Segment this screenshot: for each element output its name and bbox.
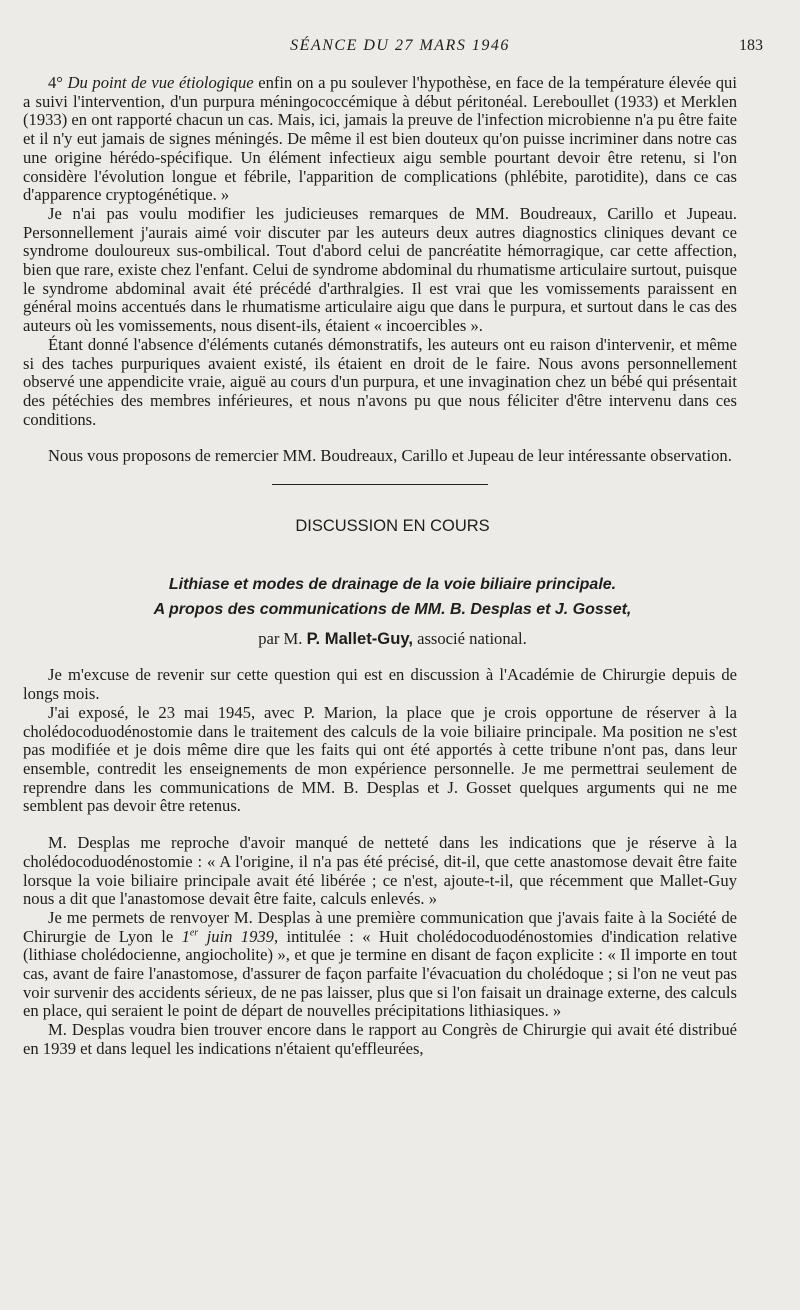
- cited-date: [182, 927, 274, 946]
- page-body: [23, 74, 737, 1059]
- paragraph-text: enfin on a pu soulever l'hypothèse, en face de la température élevée qui a suivi l'intervention, d'un purpura méningococcémique à début péritonéal. Lereboullet (1933) et Merklen (1933) en ont rapporté chacun un cas. Mais, ici, jamais la preuve de l'infection microbienne n'a pu être faite et il n'y eut jamais de signes méningés. De même il est bien douteux qu'on puisse incriminer dans notre cas une origine hérédo-spécifique. Un élément infectieux aigu semble pourtant devoir être retenu, si l'on considère l'évolution longue et fébrile, l'apparition de complications (phlébite, parotidite), dans ce cas d'apparence cryptogénétique. »: [23, 73, 737, 205]
- paragraph-number: 4°: [48, 73, 68, 92]
- paragraph: J'ai exposé, le 23 mai 1945, avec P. Marion, la place que je crois opportune de réserver à la cholédocoduodénostomie dans le traitement des calculs de la voie biliaire principale. Ma position ne s'est pas modifiée et je dois même dire que les faits qui ont été apportés à cette tribune n'ont pas, dans leur ensemble, contredit les enseignements de mon expérience personnelle. Je me permettrai seulement de reprendre dans les communications de MM. B. Desplas et J. Gosset quelques arguments qui ne me semblent pas devoir être retenus.: [23, 702, 737, 816]
- paragraph: Je n'ai pas voulu modifier les judicieuses remarques de MM. Boudreaux, Carillo et Jupeau. Personnellement j'aurais aimé voir discuter par les auteurs deux autres diagnostics cliniques devant ce syndrome douloureux sus-ombilical. Tout d'abord celui de pancréatite hémorragique, car cette affection, bien que rare, existe chez l'enfant. Celui de syndrome abdominal du rhumatisme articulaire surtout, puisque le syndrome abdominal avait été précédé d'arthralgies. Il est vrai que les vomissements paraissent en général moins accentués dans le rhumatisme articulaire aigu que dans le purpura, et surtout dans le cas des auteurs où les vomissements, nous disent-ils, étaient « incoercibles ».: [23, 203, 737, 336]
- paragraph: [23, 909, 737, 1021]
- byline-role: associé national.: [412, 628, 527, 648]
- paragraph: [23, 74, 737, 205]
- byline-prefix: par M.: [258, 628, 307, 648]
- paragraph-lead-italic: Du point de vue étiologique: [67, 73, 254, 92]
- page-number: 183: [739, 37, 763, 54]
- paragraph-text: Je me permets de renvoyer M. Desplas à une première communication que j'avais faite à la Société de Chirurgie de Lyon le: [23, 907, 737, 946]
- section-title: DISCUSSION EN COURS: [295, 517, 490, 536]
- paragraph: Nous vous proposons de remercier MM. Boudreaux, Carillo et Jupeau de leur intéressante observation.: [48, 446, 732, 466]
- article-title-line: Lithiase et modes de drainage de la voie biliaire principale.: [168, 575, 617, 593]
- byline-author: P. Mallet-Guy,: [306, 628, 413, 648]
- paragraph: Étant donné l'absence d'éléments cutanés démonstratifs, les auteurs ont eu raison d'intervenir, et même si des taches purpuriques avaient existé, ils étaient en droit de le faire. Nous avons personnellement observé une appendicite vraie, aiguë au cours d'un purpura, et une invagination chez un bébé qui présentait des pétéchies des membres inférieures, et nous n'avons pu que nous féliciter d'être intervenu dans ces conditions.: [23, 334, 737, 429]
- byline: [23, 630, 737, 649]
- paragraph: M. Desplas voudra bien trouver encore dans le rapport au Congrès de Chirurgie qui avait été distribué en 1939 et dans lequel les indications n'étaient qu'effleurées,: [23, 1020, 737, 1058]
- paragraph: M. Desplas me reproche d'avoir manqué de netteté dans les indications que je réserve à la cholédocoduodénostomie : « A l'origine, il n'a pas été précisé, dit-il, que cette anastomose devait être faite lorsque la voie biliaire principale avait été libérée ; ce n'est, ajoute-t-il, que récemment que Mallet-Guy nous a dit que l'anastomose devait être faite, calculs enlevés. »: [23, 833, 737, 909]
- article-title-line: A propos des communications de MM. B. Desplas et J. Gosset,: [153, 600, 632, 618]
- page-header: [0, 37, 800, 61]
- date-rest: juin 1939: [198, 926, 274, 946]
- date-ordinal: er: [189, 927, 199, 939]
- date-day: 1: [181, 926, 190, 946]
- paragraph-text: , intitulée : « Huit cholédocoduodénostomies d'indication relative (lithiase cholédocienne, angiocholite) », et que je termine en disant de façon explicite : « Il importe en tout cas, avant de faire l'anastomose, d'assurer de façon parfaite l'évacuation du cholédoque ; si l'on ne veut pas voir survenir des accidents sérieux, de ne pas laisser, plus que si l'on faisait un drainage externe, des calculs en place, qui seraient le point de départ de nouvelles précipitations lithiasiques. »: [23, 926, 737, 1021]
- running-head: SÉANCE DU 27 MARS 1946: [290, 37, 510, 54]
- paragraph: Je m'excuse de revenir sur cette question qui est en discussion à l'Académie de Chirurgie depuis de longs mois.: [23, 665, 737, 704]
